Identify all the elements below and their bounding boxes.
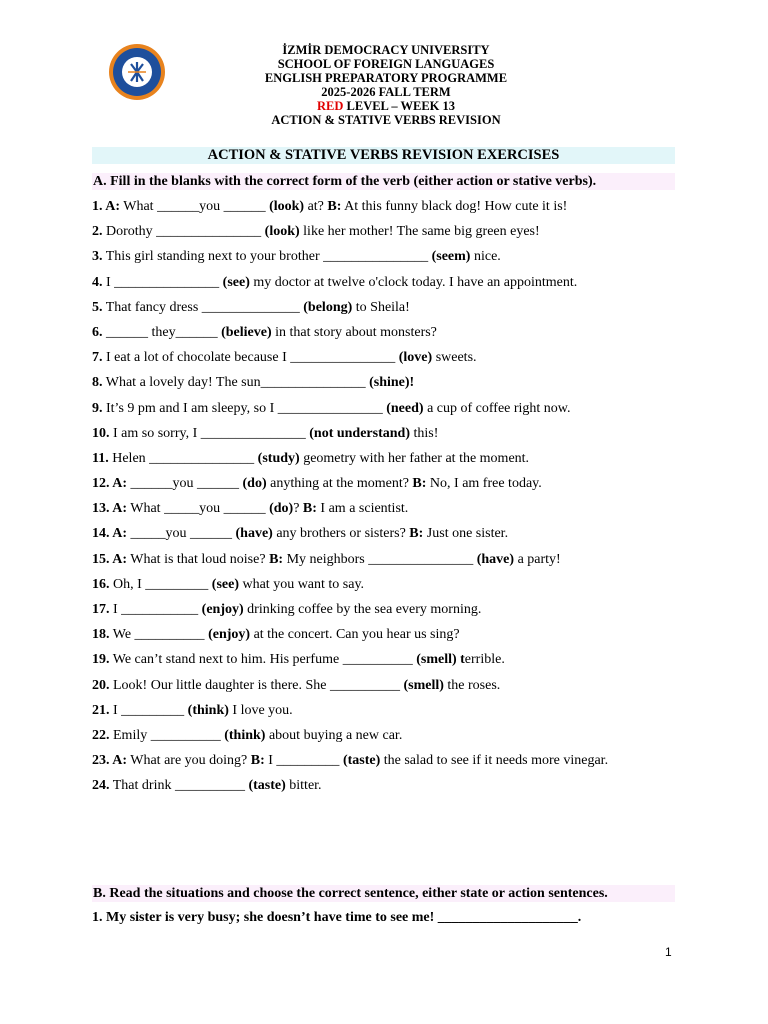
- exercise-item: 12. A: ______you ______ (do) anything at the moment? B: No, I am free today.: [92, 476, 542, 492]
- university-name: İZMİR DEMOCRACY UNIVERSITY: [282, 43, 490, 57]
- exercise-item: 20. Look! Our little daughter is there. She __________ (smell) the roses.: [92, 677, 501, 693]
- level-week: RED LEVEL – WEEK 13: [316, 99, 455, 113]
- exercise-item: 23. A: What are you doing? B: I _________ (taste) the salad to see if it needs more vinegar.: [92, 753, 609, 769]
- exercise-item: 11. Helen _______________ (study) geometry with her father at the moment.: [92, 450, 530, 466]
- term: 2025-2026 FALL TERM: [321, 85, 451, 99]
- level-color: RED: [316, 99, 344, 113]
- exercise-item: 3. This girl standing next to your brother _______________ (seem) nice.: [92, 249, 501, 265]
- section-b-item-1: 1. My sister is very busy; she doesn’t have time to see me! ____________________.: [92, 910, 582, 925]
- exercise-item: 22. Emily __________ (think) about buying a new car.: [92, 727, 403, 743]
- section-b-heading: B. Read the situations and choose the correct sentence, either state or action sentences.: [92, 885, 675, 902]
- exercise-item: 13. A: What _____you ______ (do)? B: I am a scientist.: [92, 501, 409, 517]
- topic: ACTION & STATIVE VERBS REVISION: [271, 113, 501, 127]
- exercise-item: 14. A: _____you ______ (have) any brothers or sisters? B: Just one sister.: [92, 526, 509, 542]
- exercise-item: 15. A: What is that loud noise? B: My neighbors _______________ (have) a party!: [92, 551, 561, 567]
- exercise-item: 16. Oh, I _________ (see) what you want to say.: [92, 576, 365, 592]
- programme-name: ENGLISH PREPARATORY PROGRAMME: [264, 71, 508, 85]
- exercise-item: 17. I ___________ (enjoy) drinking coffee by the sea every morning.: [92, 602, 482, 617]
- exercise-item: 5. That fancy dress ______________ (belong) to Sheila!: [92, 299, 410, 315]
- exercise-item: 18. We __________ (enjoy) at the concert. Can you hear us sing?: [92, 627, 460, 643]
- page-number: 1: [665, 945, 672, 959]
- exercise-item: 6. ______ they______ (believe) in that story about monsters?: [92, 324, 437, 340]
- exercise-item: 19. We can’t stand next to him. His perfume __________ (smell) terrible.: [92, 652, 505, 668]
- school-name: SCHOOL OF FOREIGN LANGUAGES: [277, 57, 495, 71]
- document-header: [200, 43, 572, 127]
- exercise-item: 4. I _______________ (see) my doctor at twelve o'clock today. I have an appointment.: [92, 274, 578, 290]
- exercise-item: 8. What a lovely day! The sun_______________ (shine)!: [92, 375, 415, 391]
- exercise-item: 2. Dorothy _______________ (look) like her mother! The same big green eyes!: [92, 224, 540, 240]
- exercise-item: 9. It’s 9 pm and I am sleepy, so I _______________ (need) a cup of coffee right now.: [92, 400, 571, 416]
- exercise-item: 7. I eat a lot of chocolate because I _______________ (love) sweets.: [92, 350, 477, 366]
- exercise-item: 1. A: What ______you ______ (look) at? B: At this funny black dog! How cute it is!: [92, 199, 568, 214]
- exercise-title: ACTION & STATIVE VERBS REVISION EXERCISES: [92, 147, 675, 164]
- university-logo: [104, 42, 170, 102]
- university-seal-icon: [104, 42, 170, 102]
- section-a-items: [92, 198, 682, 803]
- exercise-item: 10. I am so sorry, I _______________ (not understand) this!: [92, 425, 439, 441]
- section-a-heading: A. Fill in the blanks with the correct form of the verb (either action or stative verbs).: [92, 173, 675, 190]
- exercise-item: 24. That drink __________ (taste) bitter.: [92, 778, 322, 794]
- exercise-item: 21. I _________ (think) I love you.: [92, 702, 293, 718]
